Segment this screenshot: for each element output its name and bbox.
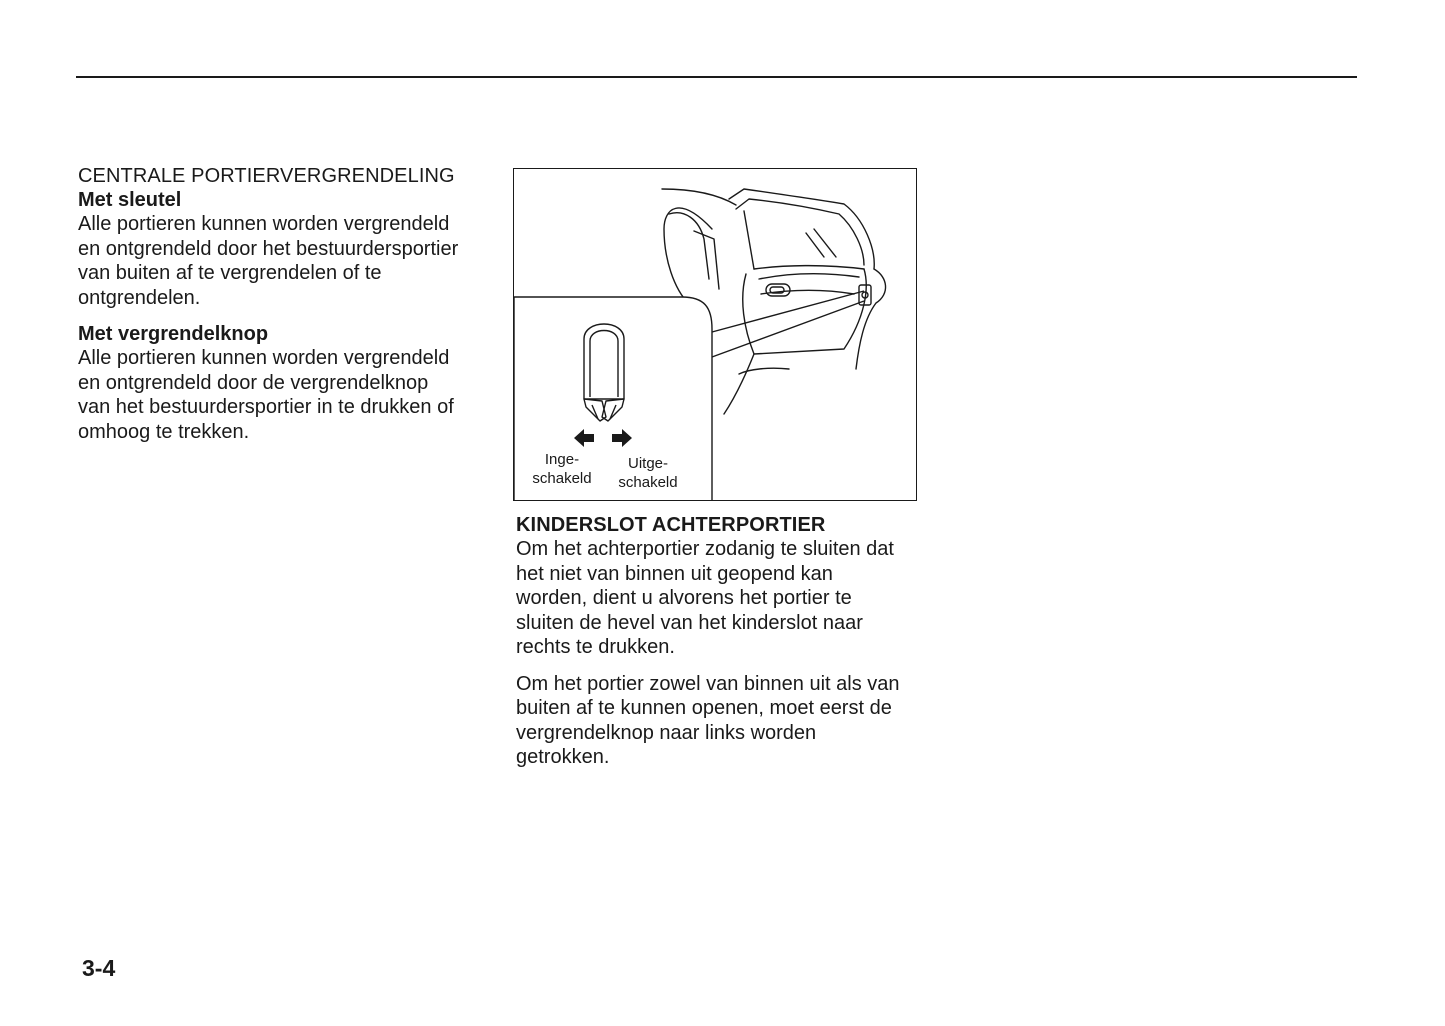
child-lock-paragraph-1 (516, 537, 926, 660)
text-line: rechts te drukken. (516, 636, 675, 658)
text-line: vergrendelknop naar links worden (516, 721, 817, 744)
text-line: worden, dient u alvorens het portier te (516, 587, 852, 609)
with-key-title: Met sleutel (78, 189, 182, 211)
text-line: van buiten af te vergrendelen of te (78, 262, 382, 284)
header-rule (76, 76, 1357, 78)
page-number: 3-4 (82, 955, 116, 981)
label-disengaged-line: schakeld (618, 474, 678, 491)
child-lock-illustration (513, 168, 917, 501)
text-line: Om het portier zowel van binnen uit als van (516, 672, 900, 695)
text-line: Om het achterportier zodanig te sluiten dat (516, 538, 894, 560)
text-line: het niet van binnen uit geopend kan (516, 562, 833, 585)
text-line: buiten af te kunnen openen, moet eerst de (516, 697, 892, 719)
label-disengaged-line: Uitge- (627, 455, 668, 472)
text-line: en ontgrendeld door het bestuurdersportier (78, 237, 459, 260)
text-line: Alle portieren kunnen worden vergrendeld (78, 213, 450, 235)
central-locking-title: CENTRALE PORTIERVERGRENDELING (78, 165, 455, 187)
text-line: ontgrendelen. (78, 286, 201, 309)
label-disengaged (608, 454, 688, 492)
text-line: omhoog te trekken. (78, 420, 250, 443)
with-knob-title: Met vergrendelknop (78, 323, 269, 345)
text-line: van het bestuurdersportier in te drukken of (78, 396, 454, 418)
label-engaged-line: schakeld (532, 470, 592, 487)
label-engaged-line: Inge- (544, 451, 580, 468)
label-engaged (524, 450, 600, 488)
child-lock-paragraph-2 (516, 672, 926, 770)
central-locking-section (78, 164, 478, 444)
text-line: getrokken. (516, 746, 610, 768)
with-key-text (78, 212, 478, 310)
text-line: sluiten de hevel van het kinderslot naar (516, 611, 863, 634)
child-lock-title: KINDERSLOT ACHTERPORTIER (516, 514, 826, 536)
text-line: Alle portieren kunnen worden vergrendeld (78, 347, 450, 369)
text-line: en ontgrendeld door de vergrendelknop (78, 371, 429, 394)
with-knob-text (78, 346, 478, 444)
child-lock-section (516, 513, 926, 770)
